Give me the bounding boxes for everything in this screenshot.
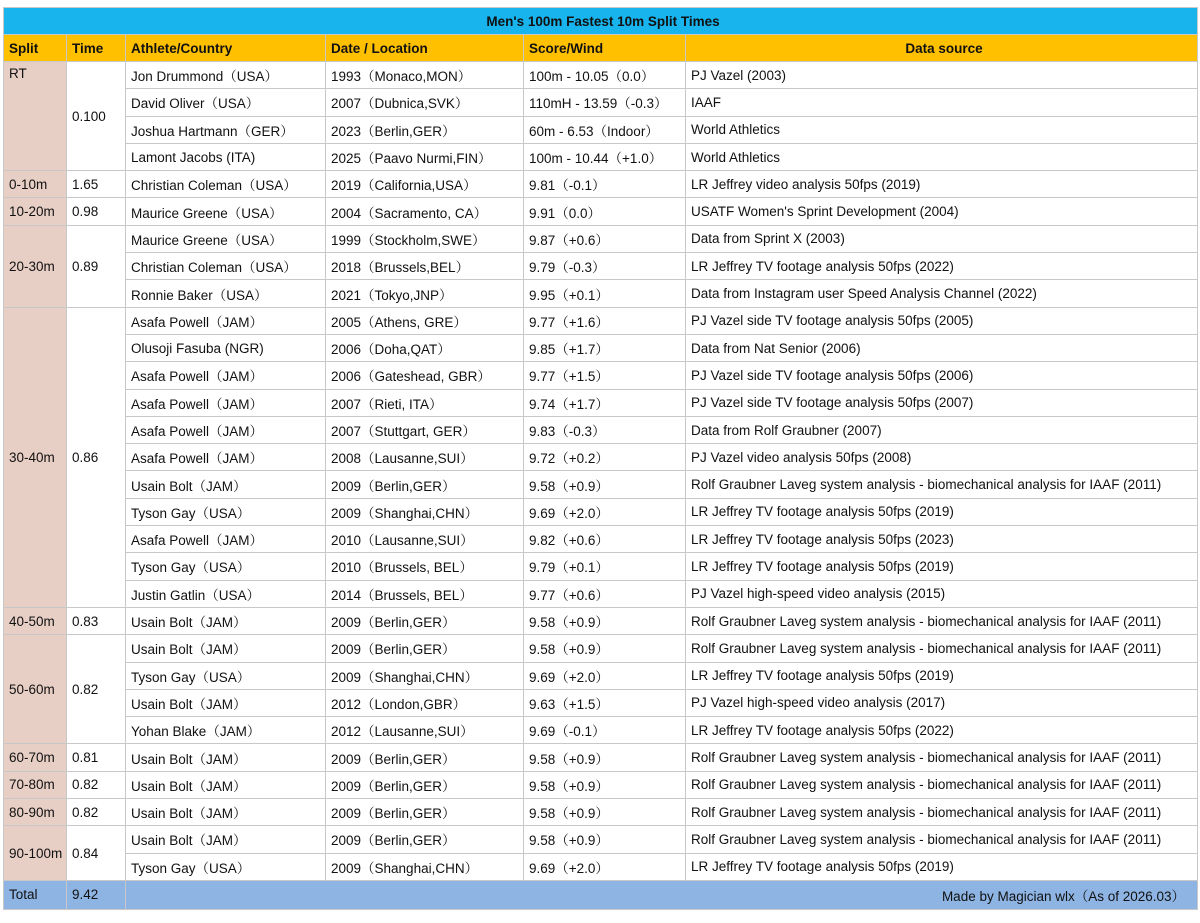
total-row <box>4 880 1198 909</box>
score-wind-cell: 9.58（+0.9） <box>524 771 686 798</box>
athlete-cell: Usain Bolt（JAM） <box>126 744 326 771</box>
split-cell: 60-70m <box>4 744 67 771</box>
date-location-cell: 2008（Lausanne,SUI） <box>326 444 524 471</box>
score-wind-cell: 9.69（+2.0） <box>524 853 686 880</box>
date-location-cell: 2009（Shanghai,CHN） <box>326 853 524 880</box>
time-cell: 0.89 <box>67 225 126 307</box>
table-row <box>4 580 1198 607</box>
split-cell: 30-40m <box>4 307 67 607</box>
score-wind-cell: 9.79（+0.1） <box>524 553 686 580</box>
split-cell: 90-100m <box>4 826 67 881</box>
athlete-cell: Tyson Gay（USA） <box>126 498 326 525</box>
score-wind-cell: 9.95（+0.1） <box>524 280 686 307</box>
split-cell: 0-10m <box>4 171 67 198</box>
table-row <box>4 280 1198 307</box>
data-source-cell: PJ Vazel video analysis 50fps (2008) <box>686 444 1198 471</box>
date-location-cell: 1993（Monaco,MON） <box>326 62 524 89</box>
data-source-cell: LR Jeffrey TV footage analysis 50fps (2023) <box>686 526 1198 553</box>
header-time: Time <box>67 35 126 62</box>
data-source-cell: Rolf Graubner Laveg system analysis - biomechanical analysis for IAAF (2011) <box>686 744 1198 771</box>
split-cell: 50-60m <box>4 635 67 744</box>
split-times-table <box>3 7 1198 910</box>
score-wind-cell: 9.58（+0.9） <box>524 607 686 634</box>
date-location-cell: 2009（Berlin,GER） <box>326 771 524 798</box>
score-wind-cell: 9.85（+1.7） <box>524 334 686 361</box>
split-cell: 20-30m <box>4 225 67 307</box>
split-cell: RT <box>4 62 67 171</box>
date-location-cell: 2006（Gateshead, GBR） <box>326 362 524 389</box>
score-wind-cell: 9.72（+0.2） <box>524 444 686 471</box>
score-wind-cell: 100m - 10.44（+1.0） <box>524 143 686 170</box>
date-location-cell: 2004（Sacramento, CA） <box>326 198 524 225</box>
athlete-cell: Usain Bolt（JAM） <box>126 635 326 662</box>
score-wind-cell: 9.91（0.0） <box>524 198 686 225</box>
table-row <box>4 225 1198 252</box>
table-row <box>4 853 1198 880</box>
date-location-cell: 2009（Berlin,GER） <box>326 471 524 498</box>
score-wind-cell: 9.58（+0.9） <box>524 744 686 771</box>
date-location-cell: 2007（Stuttgart, GER） <box>326 416 524 443</box>
score-wind-cell: 9.77（+1.5） <box>524 362 686 389</box>
data-source-cell: IAAF <box>686 89 1198 116</box>
table-row <box>4 526 1198 553</box>
score-wind-cell: 9.58（+0.9） <box>524 826 686 853</box>
date-location-cell: 2009（Berlin,GER） <box>326 826 524 853</box>
table-row <box>4 799 1198 826</box>
score-wind-cell: 9.79（-0.3） <box>524 253 686 280</box>
split-times-sheet <box>3 7 1197 910</box>
table-row <box>4 198 1198 225</box>
date-location-cell: 2009（Berlin,GER） <box>326 799 524 826</box>
time-cell: 0.82 <box>67 771 126 798</box>
data-source-cell: Data from Nat Senior (2006) <box>686 334 1198 361</box>
score-wind-cell: 9.74（+1.7） <box>524 389 686 416</box>
date-location-cell: 2018（Brussels,BEL） <box>326 253 524 280</box>
data-source-cell: Rolf Graubner Laveg system analysis - biomechanical analysis for IAAF (2011) <box>686 799 1198 826</box>
score-wind-cell: 9.82（+0.6） <box>524 526 686 553</box>
time-cell: 0.86 <box>67 307 126 607</box>
header-score-wind: Score/Wind <box>524 35 686 62</box>
score-wind-cell: 9.69（-0.1） <box>524 717 686 744</box>
athlete-cell: Usain Bolt（JAM） <box>126 607 326 634</box>
data-source-cell: LR Jeffrey TV footage analysis 50fps (2019) <box>686 662 1198 689</box>
date-location-cell: 2009（Berlin,GER） <box>326 635 524 662</box>
score-wind-cell: 9.58（+0.9） <box>524 799 686 826</box>
athlete-cell: Justin Gatlin（USA） <box>126 580 326 607</box>
time-cell: 0.84 <box>67 826 126 881</box>
table-row <box>4 471 1198 498</box>
data-source-cell: Rolf Graubner Laveg system analysis - biomechanical analysis for IAAF (2011) <box>686 471 1198 498</box>
score-wind-cell: 9.58（+0.9） <box>524 471 686 498</box>
time-cell: 1.65 <box>67 171 126 198</box>
split-cell: 70-80m <box>4 771 67 798</box>
athlete-cell: Usain Bolt（JAM） <box>126 471 326 498</box>
athlete-cell: David Oliver（USA） <box>126 89 326 116</box>
data-source-cell: PJ Vazel side TV footage analysis 50fps (2006) <box>686 362 1198 389</box>
score-wind-cell: 9.83（-0.3） <box>524 416 686 443</box>
time-cell: 0.83 <box>67 607 126 634</box>
table-row <box>4 389 1198 416</box>
time-cell: 0.82 <box>67 635 126 744</box>
athlete-cell: Usain Bolt（JAM） <box>126 826 326 853</box>
data-source-cell: World Athletics <box>686 116 1198 143</box>
total-time: 9.42 <box>67 880 126 909</box>
athlete-cell: Jon Drummond（USA） <box>126 62 326 89</box>
table-row <box>4 253 1198 280</box>
credit-text: Made by Magician wlx（As of 2026.03） <box>126 880 1198 909</box>
data-source-cell: LR Jeffrey TV footage analysis 50fps (2019) <box>686 553 1198 580</box>
table-row <box>4 362 1198 389</box>
table-row <box>4 826 1198 853</box>
score-wind-cell: 9.77（+1.6） <box>524 307 686 334</box>
athlete-cell: Christian Coleman（USA） <box>126 171 326 198</box>
score-wind-cell: 110mH - 13.59（-0.3） <box>524 89 686 116</box>
athlete-cell: Asafa Powell（JAM） <box>126 362 326 389</box>
athlete-cell: Christian Coleman（USA） <box>126 253 326 280</box>
table-body <box>4 8 1198 910</box>
header-date-location: Date / Location <box>326 35 524 62</box>
data-source-cell: Rolf Graubner Laveg system analysis - biomechanical analysis for IAAF (2011) <box>686 635 1198 662</box>
data-source-cell: USATF Women's Sprint Development (2004) <box>686 198 1198 225</box>
data-source-cell: PJ Vazel high-speed video analysis (2015) <box>686 580 1198 607</box>
split-cell: 40-50m <box>4 607 67 634</box>
header-athlete: Athlete/Country <box>126 35 326 62</box>
table-row <box>4 689 1198 716</box>
data-source-cell: Rolf Graubner Laveg system analysis - biomechanical analysis for IAAF (2011) <box>686 771 1198 798</box>
time-cell: 0.100 <box>67 62 126 171</box>
score-wind-cell: 9.77（+0.6） <box>524 580 686 607</box>
header-row <box>4 35 1198 62</box>
table-row <box>4 498 1198 525</box>
score-wind-cell: 9.69（+2.0） <box>524 498 686 525</box>
total-label: Total <box>4 880 67 909</box>
date-location-cell: 2012（London,GBR） <box>326 689 524 716</box>
score-wind-cell: 9.58（+0.9） <box>524 635 686 662</box>
data-source-cell: Rolf Graubner Laveg system analysis - biomechanical analysis for IAAF (2011) <box>686 607 1198 634</box>
date-location-cell: 2005（Athens, GRE） <box>326 307 524 334</box>
athlete-cell: Tyson Gay（USA） <box>126 853 326 880</box>
table-row <box>4 334 1198 361</box>
header-split: Split <box>4 35 67 62</box>
table-row <box>4 771 1198 798</box>
athlete-cell: Usain Bolt（JAM） <box>126 799 326 826</box>
athlete-cell: Asafa Powell（JAM） <box>126 307 326 334</box>
data-source-cell: PJ Vazel side TV footage analysis 50fps (2005) <box>686 307 1198 334</box>
date-location-cell: 2009（Shanghai,CHN） <box>326 662 524 689</box>
table-row <box>4 744 1198 771</box>
table-row <box>4 416 1198 443</box>
data-source-cell: LR Jeffrey TV footage analysis 50fps (2019) <box>686 498 1198 525</box>
athlete-cell: Olusoji Fasuba (NGR) <box>126 334 326 361</box>
data-source-cell: PJ Vazel side TV footage analysis 50fps (2007) <box>686 389 1198 416</box>
data-source-cell: Data from Sprint X (2003) <box>686 225 1198 252</box>
date-location-cell: 2010（Brussels, BEL） <box>326 553 524 580</box>
date-location-cell: 2014（Brussels, BEL） <box>326 580 524 607</box>
score-wind-cell: 9.81（-0.1） <box>524 171 686 198</box>
date-location-cell: 2007（Dubnica,SVK） <box>326 89 524 116</box>
athlete-cell: Tyson Gay（USA） <box>126 553 326 580</box>
table-row <box>4 662 1198 689</box>
date-location-cell: 2012（Lausanne,SUI） <box>326 717 524 744</box>
score-wind-cell: 9.63（+1.5） <box>524 689 686 716</box>
table-row <box>4 62 1198 89</box>
table-row <box>4 171 1198 198</box>
time-cell: 0.98 <box>67 198 126 225</box>
athlete-cell: Yohan Blake（JAM） <box>126 717 326 744</box>
athlete-cell: Usain Bolt（JAM） <box>126 771 326 798</box>
data-source-cell: Data from Rolf Graubner (2007) <box>686 416 1198 443</box>
score-wind-cell: 9.87（+0.6） <box>524 225 686 252</box>
athlete-cell: Lamont Jacobs (ITA) <box>126 143 326 170</box>
table-row <box>4 717 1198 744</box>
athlete-cell: Asafa Powell（JAM） <box>126 389 326 416</box>
data-source-cell: PJ Vazel high-speed video analysis (2017) <box>686 689 1198 716</box>
table-title: Men's 100m Fastest 10m Split Times <box>4 8 1198 35</box>
athlete-cell: Maurice Greene（USA） <box>126 225 326 252</box>
date-location-cell: 2007（Rieti, ITA） <box>326 389 524 416</box>
table-row <box>4 307 1198 334</box>
table-row <box>4 143 1198 170</box>
split-cell: 80-90m <box>4 799 67 826</box>
athlete-cell: Asafa Powell（JAM） <box>126 444 326 471</box>
time-cell: 0.81 <box>67 744 126 771</box>
score-wind-cell: 9.69（+2.0） <box>524 662 686 689</box>
date-location-cell: 2006（Doha,QAT） <box>326 334 524 361</box>
table-row <box>4 444 1198 471</box>
header-data-source: Data source <box>686 35 1198 62</box>
data-source-cell: LR Jeffrey TV footage analysis 50fps (2019) <box>686 853 1198 880</box>
athlete-cell: Asafa Powell（JAM） <box>126 526 326 553</box>
data-source-cell: LR Jeffrey TV footage analysis 50fps (2022) <box>686 717 1198 744</box>
athlete-cell: Usain Bolt（JAM） <box>126 689 326 716</box>
time-cell: 0.82 <box>67 799 126 826</box>
data-source-cell: LR Jeffrey TV footage analysis 50fps (2022) <box>686 253 1198 280</box>
data-source-cell: Data from Instagram user Speed Analysis Channel (2022) <box>686 280 1198 307</box>
table-row <box>4 116 1198 143</box>
score-wind-cell: 60m - 6.53（Indoor） <box>524 116 686 143</box>
data-source-cell: LR Jeffrey video analysis 50fps (2019) <box>686 171 1198 198</box>
date-location-cell: 1999（Stockholm,SWE） <box>326 225 524 252</box>
date-location-cell: 2009（Berlin,GER） <box>326 607 524 634</box>
athlete-cell: Asafa Powell（JAM） <box>126 416 326 443</box>
data-source-cell: Rolf Graubner Laveg system analysis - biomechanical analysis for IAAF (2011) <box>686 826 1198 853</box>
table-row <box>4 635 1198 662</box>
athlete-cell: Tyson Gay（USA） <box>126 662 326 689</box>
athlete-cell: Joshua Hartmann（GER） <box>126 116 326 143</box>
title-row <box>4 8 1198 35</box>
score-wind-cell: 100m - 10.05（0.0） <box>524 62 686 89</box>
date-location-cell: 2023（Berlin,GER） <box>326 116 524 143</box>
athlete-cell: Ronnie Baker（USA） <box>126 280 326 307</box>
date-location-cell: 2025（Paavo Nurmi,FIN） <box>326 143 524 170</box>
table-row <box>4 553 1198 580</box>
table-row <box>4 607 1198 634</box>
data-source-cell: World Athletics <box>686 143 1198 170</box>
date-location-cell: 2019（California,USA） <box>326 171 524 198</box>
split-cell: 10-20m <box>4 198 67 225</box>
date-location-cell: 2010（Lausanne,SUI） <box>326 526 524 553</box>
athlete-cell: Maurice Greene（USA） <box>126 198 326 225</box>
date-location-cell: 2009（Berlin,GER） <box>326 744 524 771</box>
date-location-cell: 2009（Shanghai,CHN） <box>326 498 524 525</box>
table-row <box>4 89 1198 116</box>
data-source-cell: PJ Vazel (2003) <box>686 62 1198 89</box>
date-location-cell: 2021（Tokyo,JNP） <box>326 280 524 307</box>
